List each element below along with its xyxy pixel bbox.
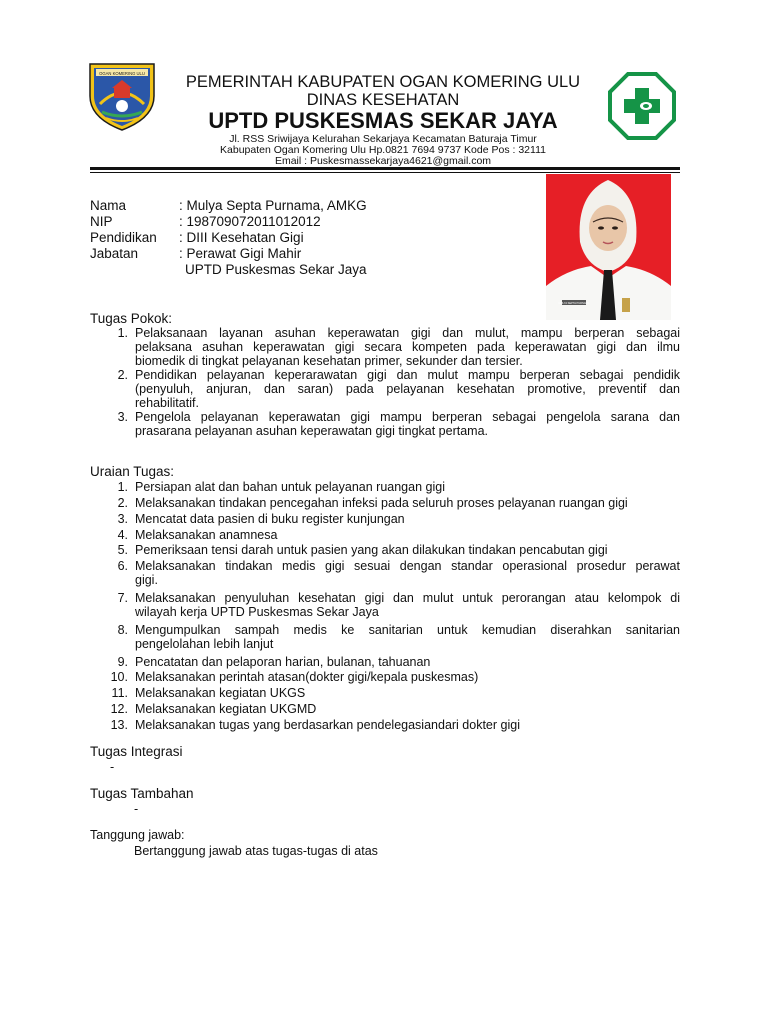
tugas-integrasi-value: - [110,760,115,774]
uraian-tugas-title: Uraian Tugas: [90,464,175,479]
list-number: 12. [110,702,128,716]
health-cross-icon [608,72,676,140]
list-number: 4. [117,528,128,542]
list-number: 2. [117,368,128,382]
tugas-pokok-title: Tugas Pokok: [90,311,173,326]
field-label: Pendidikan [90,230,157,245]
tanggung-jawab-title: Tanggung jawab: [90,828,185,842]
list-text-line: (penyuluh, anjuran, dan saran) pada pelayanan kesehatan promotive, preventif dan [135,382,680,396]
list-number: 11. [111,686,128,700]
list-number: 10. [110,670,128,684]
list-text-line: gigi. [135,573,158,587]
department-name: DINAS KESEHATAN [306,91,460,109]
emblem-banner-text: OGAN KOMERING ULU [99,71,145,76]
government-name: PEMERINTAH KABUPATEN OGAN KOMERING ULU [185,73,581,91]
tugas-integrasi-title: Tugas Integrasi [90,744,183,759]
list-text-line: Persiapan alat dan bahan untuk pelayanan ruangan gigi [135,480,445,494]
list-text-line: pelaksana asuhan keperawatan gigi secara kompeten pada keperawatan gigi dan ilmu [135,340,680,354]
field-label: Jabatan [90,246,139,261]
list-text-line: Melaksanakan kegiatan UKGS [135,686,306,700]
list-text-line: Mencatat data pasien di buku register kunjungan [135,512,405,526]
field-label: NIP [90,214,113,229]
list-text-line: rehabilitatif. [135,396,199,410]
list-number: 1. [117,480,128,494]
list-text-line: prasarana pelayanan asuhan keperawatan gigi tingkat pertama. [135,424,489,438]
list-text-line: Melaksanakan kegiatan UKGMD [135,702,317,716]
list-number: 13. [110,718,128,732]
list-item [90,410,680,438]
list-text-line: Mengumpulkan sampah medis ke sanitarian untuk kemudian diserahkan sanitarian [135,623,680,637]
tanggung-jawab-value: Bertanggung jawab atas tugas-tugas di atas [134,844,378,858]
list-text-line: Melaksanakan tugas yang berdasarkan pendelegasiandari dokter gigi [135,718,520,732]
field-value: : DIII Kesehatan Gigi [179,230,304,245]
address-line-2: Kabupaten Ogan Komering Ulu Hp.0821 7694 9737 Kode Pos : 32111 [220,144,546,156]
list-number: 7. [117,591,128,605]
list-text-line: Pengelola pelayanan keperawatan gigi mampu berperan sebagai pengelola sarana dan [135,410,680,424]
list-text-line: Melaksanakan anamnesa [135,528,278,542]
list-item [90,368,680,410]
list-text-line: Pendidikan pelayanan keperarawatan gigi dan mulut mampu berperan sebagai pendidik [135,368,680,382]
tugas-tambahan-title: Tugas Tambahan [90,786,194,801]
list-text-line: Melaksanakan tindakan pencegahan infeksi pada seluruh proses pelayanan ruangan gigi [135,496,628,510]
institution-name: UPTD PUSKESMAS SEKAR JAYA [208,108,558,133]
email-line: Email : Puskesmassekarjaya4621@gmail.com [274,155,492,167]
list-text-line: Melaksanakan tindakan medis gigi sesuai dengan standar operasional prosedur perawat [135,559,680,573]
list-text-line: Melaksanakan penyuluhan kesehatan gigi dan mulut untuk perorangan atau kelompok di [135,591,680,605]
header-divider-thick [90,167,680,170]
list-number: 3. [117,512,128,526]
list-number: 6. [117,559,128,573]
tugas-tambahan-value: - [134,802,139,816]
field-value: : Perawat Gigi Mahir [179,246,302,261]
list-number: 5. [117,543,128,557]
list-item [90,326,680,368]
list-number: 3. [117,410,128,424]
field-value: : 198709072011012012 [179,214,321,229]
address-line-1: Jl. RSS Sriwijaya Kelurahan Sekarjaya Kecamatan Baturaja Timur [229,133,537,145]
list-number: 2. [117,496,128,510]
portrait-photo-icon [546,174,671,320]
field-label: Nama [90,198,127,213]
jabatan-unit: UPTD Puskesmas Sekar Jaya [185,262,367,277]
list-text-line: Pemeriksaan tensi darah untuk pasien yang akan dilakukan tindakan pencabutan gigi [135,543,608,557]
list-number: 1. [117,326,128,340]
list-text-line: Pelaksanaan layanan asuhan keperawatan gigi dan mulut, mampu berperan sebagai [135,326,680,340]
list-text-line: pengelolahan lebih lanjut [135,637,274,651]
list-text-line: wilayah kerja UPTD Puskesmas Sekar Jaya [135,605,379,619]
list-text-line: biomedik di tingkat pelayanan kesehatan primer, sekunder dan tersier. [135,354,523,368]
header-divider-thin [90,172,680,173]
list-number: 9. [117,655,128,669]
list-text-line: Pencatatan dan pelaporan harian, bulanan, tahuanan [135,655,431,669]
list-text-line: Melaksanakan perintah atasan(dokter gigi/kepala puskesmas) [135,670,479,684]
regency-emblem-icon [86,60,158,132]
field-value: : Mulya Septa Purnama, AMKG [179,198,367,213]
name-tag-text: MULYA SEPTA PURNAMA [558,302,590,305]
list-number: 8. [117,623,128,637]
